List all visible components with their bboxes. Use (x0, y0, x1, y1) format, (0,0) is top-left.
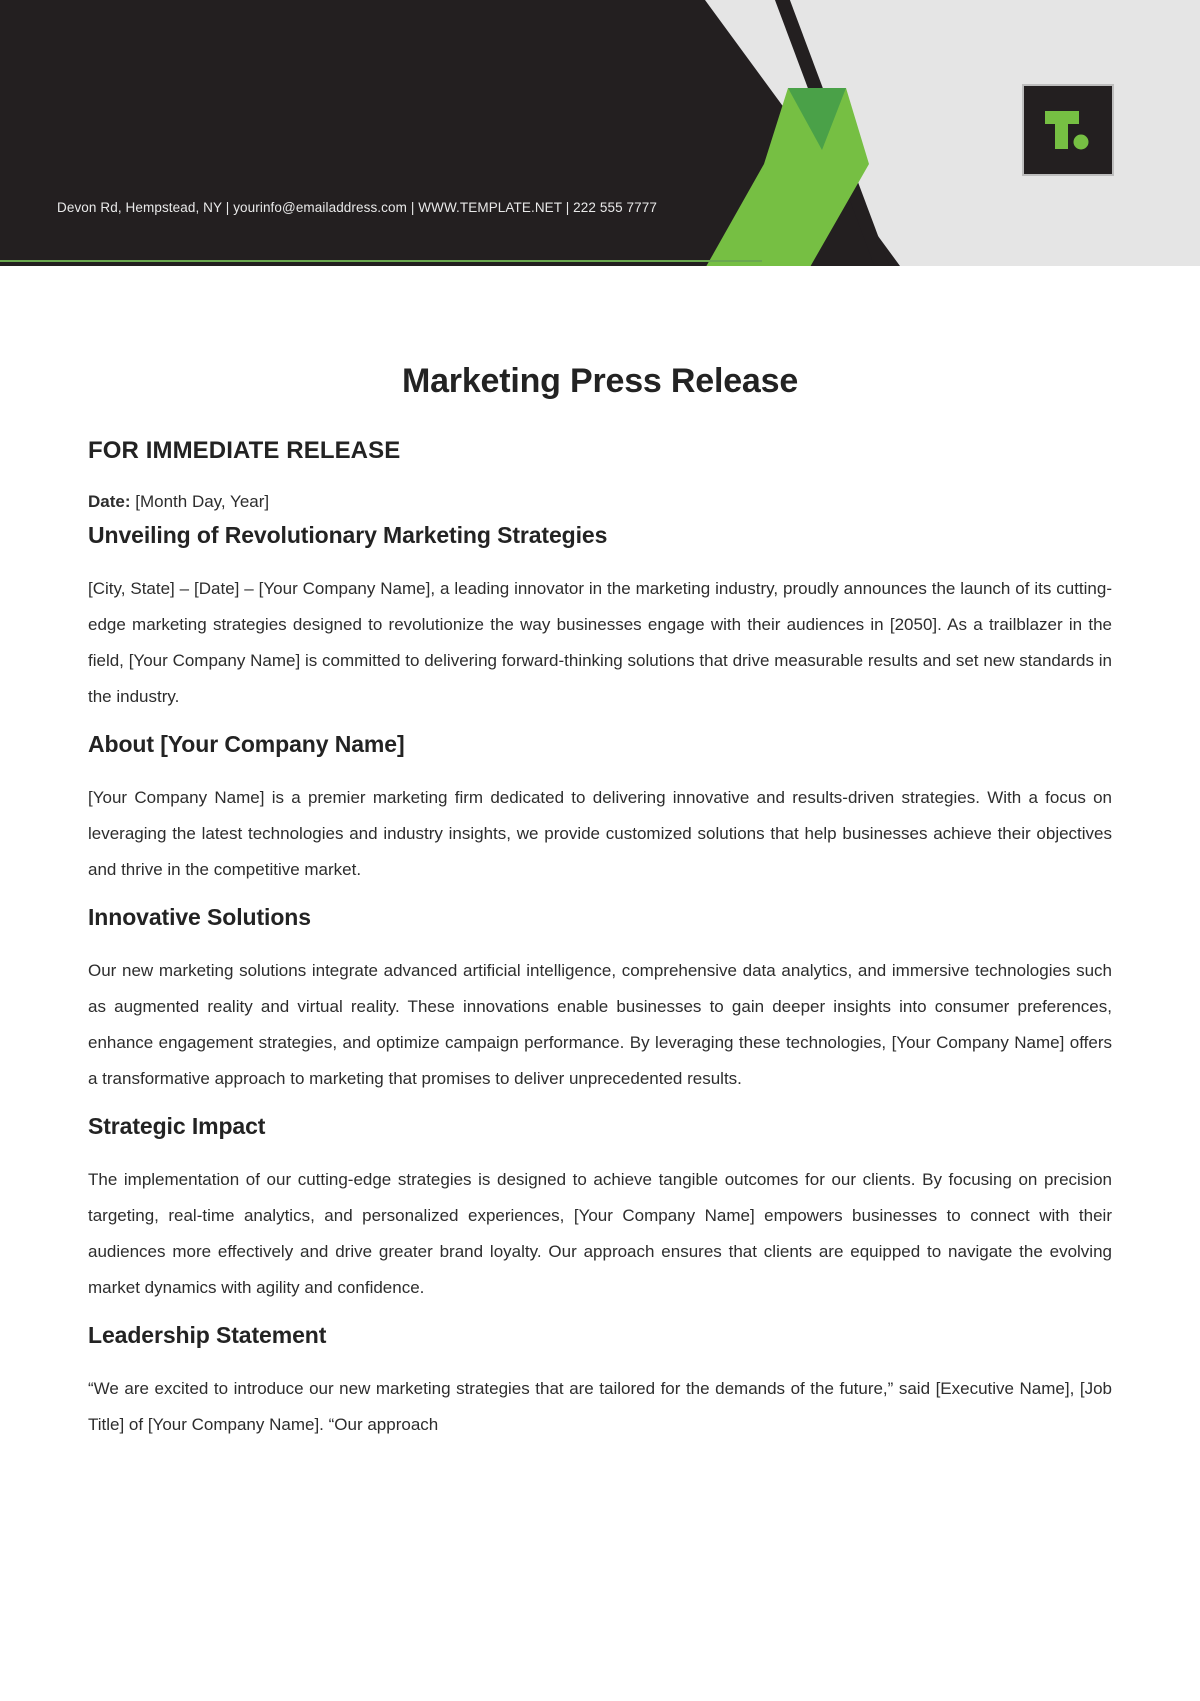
template-net-logo (1022, 84, 1114, 176)
logo-t-dot-icon (1039, 101, 1097, 159)
section-heading-about: About [Your Company Name] (88, 731, 405, 757)
page-header (0, 0, 1200, 266)
section-paragraph-innovative-solutions: Our new marketing solutions integrate advanced artificial intelligence, comprehensive data analytics, and immersive technologies such as augmented reality and virtual reality. These innovations enable businesses to gain deeper insights into consumer preferences, enhance engagement strategies, and optimize campaign performance. By leveraging these technologies, [Your Company Name] offers a transformative approach to marketing that promises to deliver unprecedented results. (88, 961, 1112, 1088)
date-value: [Month Day, Year] (135, 492, 270, 511)
section-paragraph-about: [Your Company Name] is a premier marketing firm dedicated to delivering innovative and results-driven strategies. With a focus on leveraging the latest technologies and industry insights, we provide customized solutions that help businesses achieve their objectives and thrive in the competitive market. (88, 788, 1112, 879)
header-green-rule (0, 260, 762, 262)
headline: Unveiling of Revolutionary Marketing Strategies (88, 522, 608, 548)
page-title: Marketing Press Release (401, 362, 799, 400)
date-label: Date: (88, 492, 131, 511)
for-immediate-release-label: FOR IMMEDIATE RELEASE (88, 437, 401, 464)
section-heading-leadership-statement: Leadership Statement (88, 1322, 327, 1348)
lead-paragraph: [City, State] – [Date] – [Your Company Name], a leading innovator in the marketing industry, proudly announces the launch of its cutting-edge marketing strategies designed to revolutionize the way businesses engage with their audiences in [2050]. As a trailblazer in the field, [Your Company Name] is committed to delivering forward-thinking solutions that drive measurable results and set new standards in the industry. (88, 579, 1112, 706)
header-contact-line: Devon Rd, Hempstead, NY | yourinfo@emailaddress.com | WWW.TEMPLATE.NET | 222 555 7777 (57, 200, 657, 215)
document-body (0, 266, 1200, 1443)
section-heading-strategic-impact: Strategic Impact (88, 1113, 266, 1139)
section-paragraph-strategic-impact: The implementation of our cutting-edge strategies is designed to achieve tangible outcomes for our clients. By focusing on precision targeting, real-time analytics, and personalized experiences, [Your Company Name] empowers businesses to connect with their audiences more effectively and drive greater brand loyalty. Our approach ensures that clients are equipped to navigate the evolving market dynamics with agility and confidence. (88, 1170, 1112, 1297)
section-heading-innovative-solutions: Innovative Solutions (88, 904, 311, 930)
section-paragraph-leadership-statement: “We are excited to introduce our new marketing strategies that are tailored for the demands of the future,” said [Executive Name], [Job Title] of [Your Company Name]. “Our approach (88, 1379, 1112, 1434)
date-line (88, 492, 1112, 512)
